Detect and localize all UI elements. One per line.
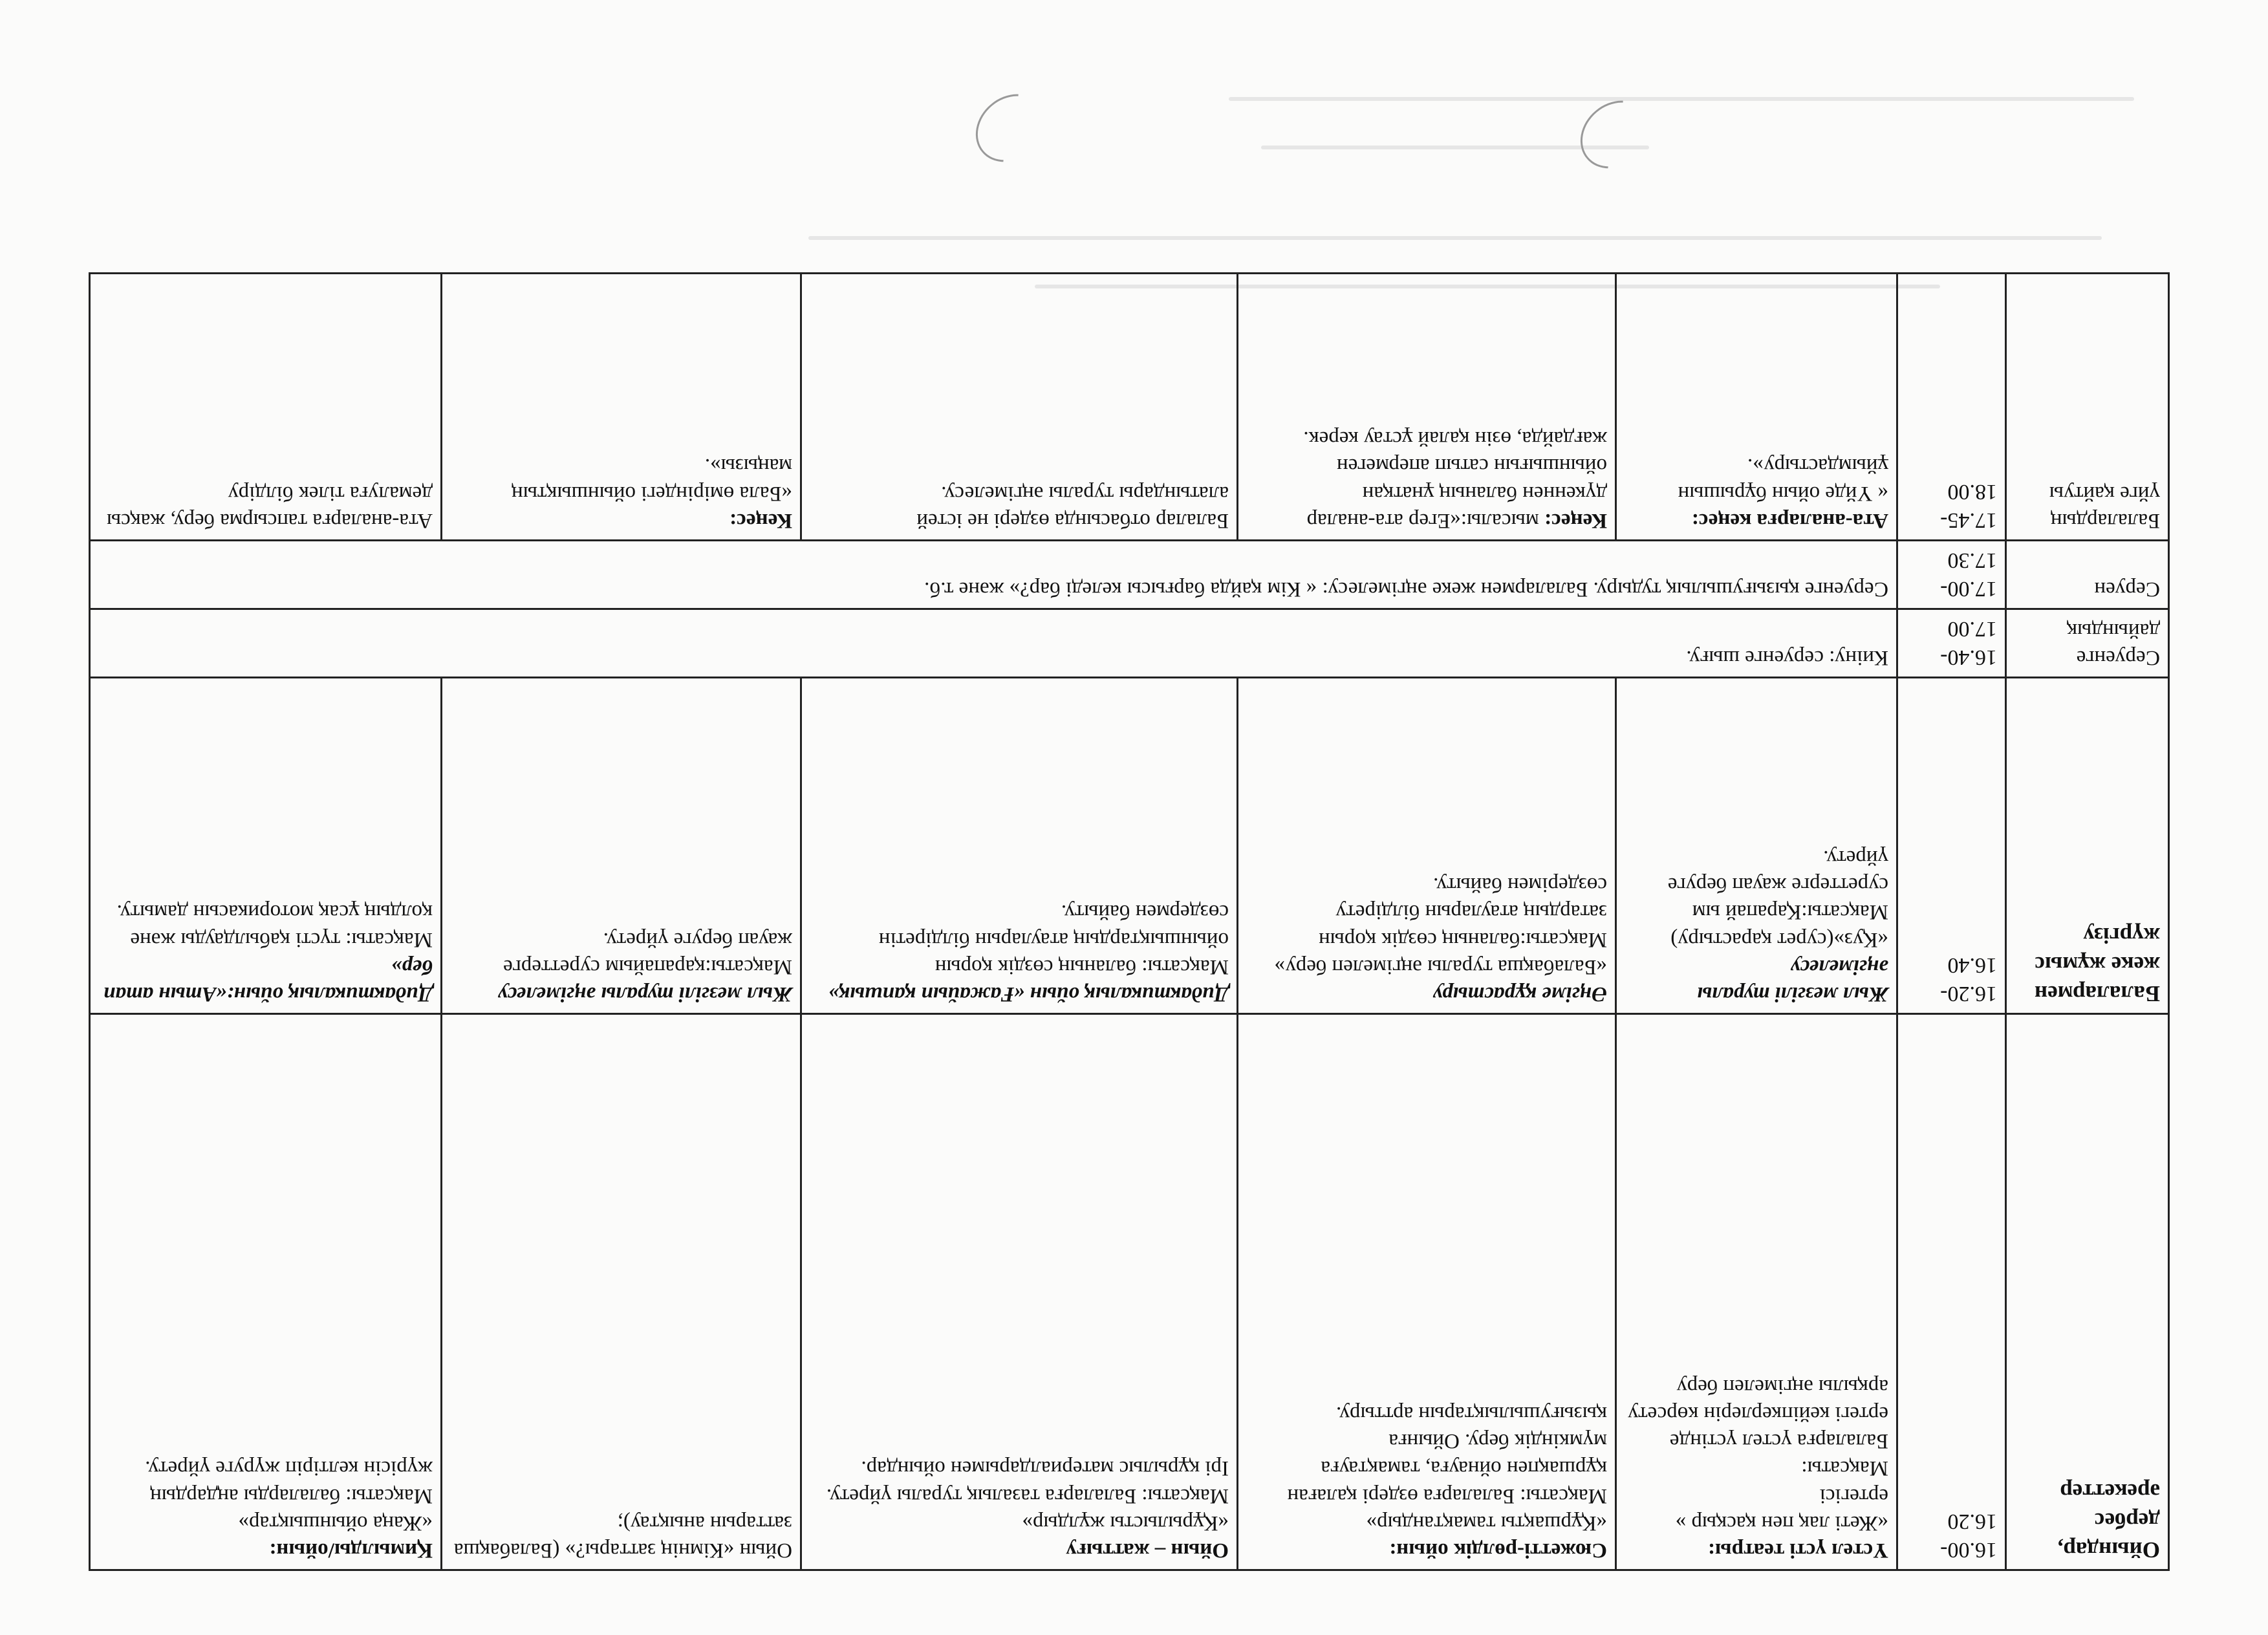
activity-cell <box>1238 1014 1616 1570</box>
activity-text: Мақсаты: Балаларға тазалық туралы үйрету. <box>826 1484 1229 1508</box>
activity-cell <box>1616 273 1897 540</box>
activity-text: Мақсаты:баланың сөздік қорын затардың атауларын білдірету сөздерімен байыту. <box>1319 873 1607 951</box>
activity-cell <box>90 678 442 1014</box>
activity-text: мысалы:«Егер ата-аналар дүкеннен баланың ұнатқан ойыншығын сатып апермеген жағдайда, өзін қалай ұстау керек. <box>1303 427 1607 532</box>
activity-text: Мақсаты:қарапайым суреттерге жауап беруге үйрету. <box>503 927 792 979</box>
time-cell: 16.20-16.40 <box>1897 678 2006 1014</box>
activity-title: Жыл мезгілі туралы әңгімелесу <box>498 982 792 1006</box>
plan-sheet <box>91 334 2170 1571</box>
activity-cell <box>90 273 442 540</box>
table-row <box>90 540 2169 609</box>
section-cell: Балалардың үйге қайтуы <box>2006 273 2169 540</box>
activity-text: Балаларға үстел үстінде ертегі кейіпкерлерін көрсету арқылы әңгімелеп беру <box>1628 1374 1888 1453</box>
table-row <box>90 609 2169 677</box>
activity-text: Мақсаты: <box>1801 1456 1888 1480</box>
activity-title: Сюжетті-рөлдік ойын: <box>1389 1539 1607 1562</box>
activity-title: Кеңес: <box>729 508 792 532</box>
activity-title: Ата-аналарға кеңес: <box>1691 508 1888 532</box>
activity-cell <box>442 273 801 540</box>
activity-text: «Жаңа ойыншықтар» <box>238 1511 433 1535</box>
time-cell: 17.00-17.30 <box>1897 540 2006 609</box>
activity-title: Қимылды/ойын: <box>269 1539 433 1562</box>
activity-title: Дидактикалық ойын:«Атын атап бер» <box>103 955 433 1006</box>
activity-cell <box>801 678 1238 1014</box>
activity-text: Мақсаты: түсті қабылдауды және қолдың ұсақ моторикасын дамыту. <box>116 900 433 951</box>
table-row <box>90 273 2169 540</box>
activity-cell <box>1238 273 1616 540</box>
section-cell: Ойындар, дербес әрекеттер <box>2006 1014 2169 1570</box>
activity-text: «Бала өміріндегі ойыншықтың маңызы». <box>512 454 792 505</box>
binder-hole-mark <box>1567 87 1665 182</box>
activity-text: « Үйде ойын бұрышын ұйымдастыру». <box>1678 454 1888 505</box>
activity-text: «Қуз»(сурет қарастыру) <box>1670 927 1888 951</box>
activity-text: Мақсаты:Қарапай ым суреттерге жауап беруге үйрету. <box>1667 845 1888 924</box>
scan-artifact <box>1229 97 2134 101</box>
activity-text: Балалар отбасында өздері не істей алатындары туралы әңгімелесу. <box>916 481 1229 532</box>
binder-hole-mark <box>962 80 1060 176</box>
activity-cell <box>90 1014 442 1570</box>
scan-artifact <box>808 236 2102 240</box>
table-row <box>90 678 2169 1014</box>
activity-title: Жыл мезгілі туралы әңгімелесу <box>1697 955 1888 1006</box>
activity-text: Ірі құрылыс материалдарымен ойындар. <box>861 1456 1229 1480</box>
activity-cell <box>442 678 801 1014</box>
activity-cell <box>442 1014 801 1570</box>
section-cell: Серуен <box>2006 540 2169 609</box>
activity-title: Үстел үсті театры: <box>1707 1539 1888 1562</box>
activity-cell <box>1616 1014 1897 1570</box>
activity-text: Мақсаты: балаларды аңдардың жүрісін келтіріп жүруге үйрету. <box>145 1456 433 1508</box>
activity-text: Мақсаты: баланың сөздік қорын ойыншықтардың атауларын білдіретін сөздермен байыту. <box>878 900 1229 979</box>
activity-cell: Киіну: серуенге шығу. <box>90 609 1897 677</box>
activity-title: Кеңес: <box>1544 508 1607 532</box>
daily-plan-table <box>89 272 2170 1571</box>
activity-cell <box>801 273 1238 540</box>
activity-text: «Балабақша туралы әңгімелеп беру» <box>1274 955 1607 979</box>
section-cell: Серуенге дайындық <box>2006 609 2169 677</box>
activity-text: «Жеті лақ пен қасқыр » ертегісі <box>1675 1484 1888 1535</box>
time-cell: 17.45-18.00 <box>1897 273 2006 540</box>
section-cell: Балалармен жеке жұмыс жүргізу <box>2006 678 2169 1014</box>
activity-title: Әңгіме құрастыру <box>1432 982 1607 1006</box>
activity-text: «Құршақты тамақтандыр» <box>1366 1511 1607 1535</box>
activity-title: Дидактикалық ойын «Ғажайып қапшық» <box>828 982 1229 1006</box>
activity-text: Ойын «Кімнің заттары?» (Балабақша заттарын анықтау); <box>453 1511 792 1562</box>
activity-cell <box>801 1014 1238 1570</box>
time-cell: 16.40-17.00 <box>1897 609 2006 677</box>
table-row <box>90 1014 2169 1570</box>
activity-title: Ойын – жаттығу <box>1066 1539 1229 1562</box>
activity-text: Ата-аналарға тапсырма беру, жақсы демалуға тілек білдіру <box>106 481 433 532</box>
activity-cell: Серуенге қызығушылық тудыру. Балалармен жеке әңгімелесу: « Кім қайда барғысы келеді бар?» және т.б. <box>90 540 1897 609</box>
time-cell: 16.00-16.20 <box>1897 1014 2006 1570</box>
activity-text: «Құрылысты жұлдыр» <box>1022 1511 1229 1535</box>
activity-text: Мақсаты: Балаларға өздері қалаған құршақпен ойнауға, тамақтауға мүмкіндік беру. Ойынға қызығушылықтарын арттыру. <box>1287 1402 1607 1508</box>
activity-cell <box>1238 678 1616 1014</box>
activity-cell <box>1616 678 1897 1014</box>
